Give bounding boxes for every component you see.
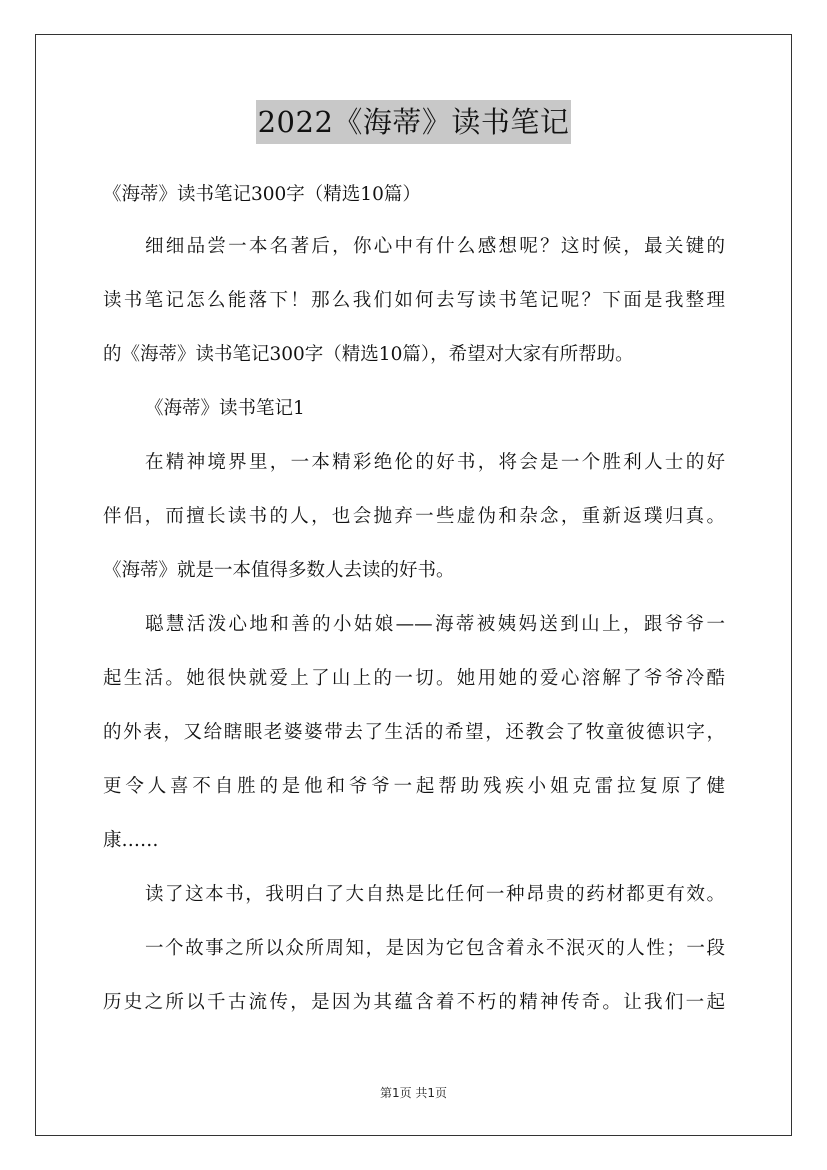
paragraph-line: 读了这本书，我明白了大自热是比任何一种昂贵的药材都更有效。 bbox=[145, 884, 725, 905]
document-title: 2022《海蒂》读书笔记 bbox=[256, 100, 572, 144]
page-footer: 第1页 共1页 bbox=[379, 1086, 448, 1100]
section-heading: 《海蒂》读书笔记1 bbox=[145, 398, 305, 419]
paragraph-line: 伴侣，而擅长读书的人，也会抛弃一些虚伪和杂念，重新返璞归真。 bbox=[103, 506, 725, 527]
paragraph-line: 在精神境界里，一本精彩绝伦的好书，将会是一个胜利人士的好 bbox=[145, 452, 725, 473]
paragraph-line: 康…… bbox=[103, 830, 159, 851]
paragraph-line: 一个故事之所以众所周知，是因为它包含着永不泯灭的人性；一段 bbox=[145, 938, 725, 959]
document-title-container bbox=[0, 100, 827, 144]
paragraph-line: 历史之所以千古流传，是因为其蕴含着不朽的精神传奇。让我们一起 bbox=[103, 992, 725, 1013]
paragraph-line: 起生活。她很快就爱上了山上的一切。她用她的爱心溶解了爷爷冷酷 bbox=[103, 668, 725, 689]
paragraph-line: 更令人喜不自胜的是他和爷爷一起帮助残疾小姐克雷拉复原了健 bbox=[103, 776, 725, 797]
paragraph-line: 聪慧活泼心地和善的小姑娘——海蒂被姨妈送到山上，跟爷爷一 bbox=[145, 614, 725, 635]
paragraph-line: 细细品尝一本名著后，你心中有什么感想呢？这时候，最关键的 bbox=[145, 236, 725, 257]
paragraph-line: 的《海蒂》读书笔记300字（精选10篇），希望对大家有所帮助。 bbox=[103, 344, 634, 365]
paragraph-line: 《海蒂》就是一本值得多数人去读的好书。 bbox=[103, 560, 455, 581]
paragraph-line: 的外表，又给瞎眼老婆婆带去了生活的希望，还教会了牧童彼德识字， bbox=[103, 722, 725, 743]
subtitle-line: 《海蒂》读书笔记300字（精选10篇） bbox=[103, 184, 421, 205]
paragraph-line: 读书笔记怎么能落下！那么我们如何去写读书笔记呢？下面是我整理 bbox=[103, 290, 725, 311]
